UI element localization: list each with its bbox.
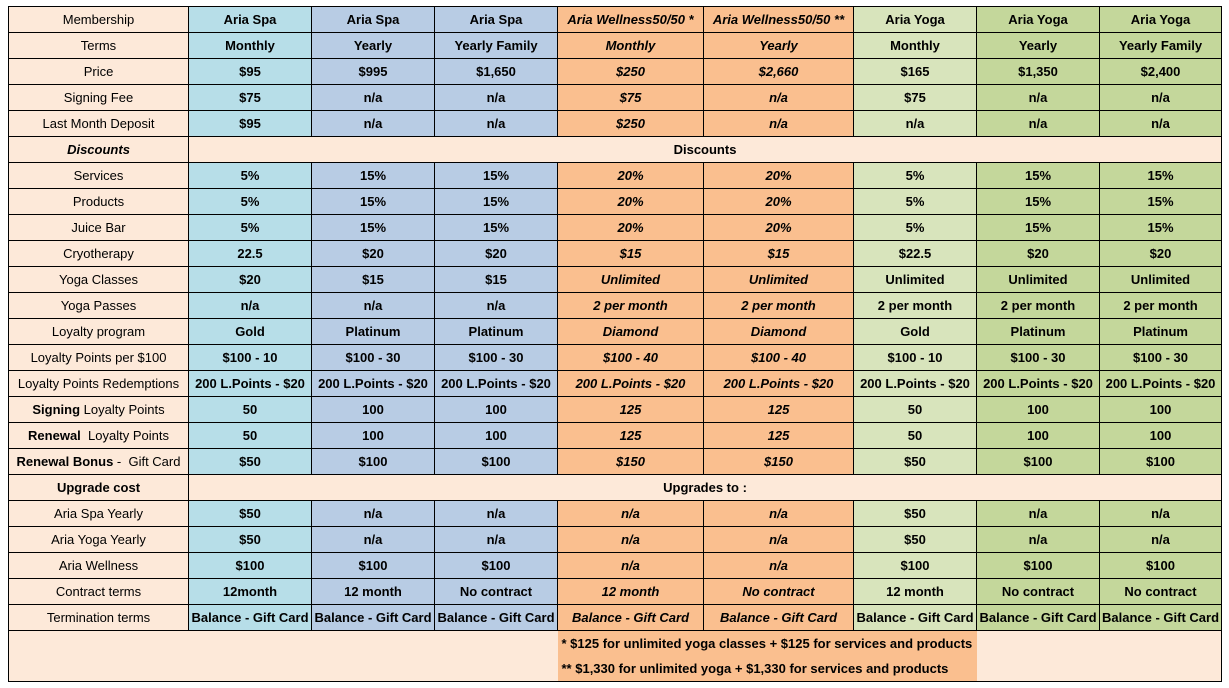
upgrade-yoga-yearly-cell: n/a: [704, 527, 854, 553]
signing-loyalty-points-cell: 50: [854, 397, 977, 423]
yoga-classes-cell: Unlimited: [704, 267, 854, 293]
signing-loyalty-points-row: [9, 397, 1222, 423]
discounts-row: [9, 137, 1222, 163]
renewal-bonus-cell: $100: [977, 449, 1100, 475]
termination-terms-cell: Balance - Gift Card: [558, 605, 704, 631]
footnote-spacer: [977, 656, 1222, 682]
signing-loyalty-points-cell: 100: [1100, 397, 1222, 423]
upgrade-yoga-yearly-cell: $50: [854, 527, 977, 553]
upgrade-spa-yearly-cell: $50: [854, 501, 977, 527]
loyalty-points-cell: $100 - 10: [854, 345, 977, 371]
upgrade-wellness-cell: $100: [189, 553, 312, 579]
signing-fee-cell: $75: [854, 85, 977, 111]
membership-cell: Aria Wellness50/50 **: [704, 7, 854, 33]
termination-terms-cell: Balance - Gift Card: [854, 605, 977, 631]
last-month-deposit-cell: n/a: [312, 111, 435, 137]
renewal-loyalty-points-cell: 50: [854, 423, 977, 449]
upgrade-spa-yearly-cell: n/a: [312, 501, 435, 527]
upgrade-wellness-cell: $100: [312, 553, 435, 579]
loyalty-redemptions-cell: 200 L.Points - $20: [435, 371, 558, 397]
upgrade-yoga-yearly-cell: n/a: [312, 527, 435, 553]
termination-terms-cell: Balance - Gift Card: [312, 605, 435, 631]
upgrades-row: [9, 475, 1222, 501]
loyalty-program-cell: Gold: [854, 319, 977, 345]
upgrade-spa-yearly-cell: n/a: [558, 501, 704, 527]
upgrade-spa-yearly-label: Aria Spa Yearly: [9, 501, 189, 527]
renewal-loyalty-points-cell: 100: [435, 423, 558, 449]
price-label: Price: [9, 59, 189, 85]
upgrade-wellness-cell: $100: [854, 553, 977, 579]
yoga-classes-cell: $20: [189, 267, 312, 293]
loyalty-program-cell: Gold: [189, 319, 312, 345]
price-cell: $95: [189, 59, 312, 85]
upgrade-wellness-cell: $100: [977, 553, 1100, 579]
membership-comparison-table: [8, 6, 1222, 682]
yoga-passes-cell: n/a: [189, 293, 312, 319]
termination-terms-cell: Balance - Gift Card: [435, 605, 558, 631]
contract-terms-cell: 12 month: [854, 579, 977, 605]
signing-loyalty-points-label: [9, 397, 189, 423]
yoga-passes-cell: 2 per month: [704, 293, 854, 319]
footnote-row-1: [9, 631, 1222, 657]
services-discount-cell: 20%: [704, 163, 854, 189]
renewal-loyalty-points-label: [9, 423, 189, 449]
upgrade-spa-yearly-row: [9, 501, 1222, 527]
signing-fee-cell: n/a: [312, 85, 435, 111]
upgrade-spa-yearly-cell: n/a: [977, 501, 1100, 527]
loyalty-program-cell: Platinum: [977, 319, 1100, 345]
footnote-spacer: [9, 631, 558, 657]
terms-cell: Yearly: [704, 33, 854, 59]
loyalty-points-cell: $100 - 40: [704, 345, 854, 371]
loyalty-program-cell: Diamond: [704, 319, 854, 345]
juice-bar-discount-cell: 20%: [704, 215, 854, 241]
loyalty-program-cell: Platinum: [435, 319, 558, 345]
termination-terms-cell: Balance - Gift Card: [977, 605, 1100, 631]
products-discount-cell: 20%: [558, 189, 704, 215]
cryotherapy-cell: $15: [558, 241, 704, 267]
signing-fee-cell: n/a: [1100, 85, 1222, 111]
membership-cell: Aria Spa: [435, 7, 558, 33]
price-cell: $1,350: [977, 59, 1100, 85]
signing-fee-label: Signing Fee: [9, 85, 189, 111]
membership-cell: Aria Yoga: [977, 7, 1100, 33]
loyalty-redemptions-cell: 200 L.Points - $20: [704, 371, 854, 397]
renewal-bonus-label: [9, 449, 189, 475]
products-discount-cell: 15%: [977, 189, 1100, 215]
services-discount-cell: 15%: [977, 163, 1100, 189]
loyalty-program-cell: Platinum: [1100, 319, 1222, 345]
terms-cell: Monthly: [854, 33, 977, 59]
products-discount-label: Products: [9, 189, 189, 215]
contract-terms-cell: No contract: [704, 579, 854, 605]
contract-terms-row: [9, 579, 1222, 605]
upgrade-wellness-cell: $100: [435, 553, 558, 579]
renewal-loyalty-points-cell: 100: [1100, 423, 1222, 449]
footnote-spacer: [977, 631, 1222, 657]
upgrade-yoga-yearly-cell: n/a: [435, 527, 558, 553]
last-month-deposit-cell: n/a: [854, 111, 977, 137]
renewal-loyalty-points-cell: 125: [558, 423, 704, 449]
signing-fee-cell: n/a: [435, 85, 558, 111]
yoga-classes-cell: $15: [435, 267, 558, 293]
upgrade-yoga-yearly-cell: $50: [189, 527, 312, 553]
termination-terms-row: [9, 605, 1222, 631]
upgrade-yoga-yearly-cell: n/a: [977, 527, 1100, 553]
last-month-deposit-row: [9, 111, 1222, 137]
cryotherapy-cell: $22.5: [854, 241, 977, 267]
signing-loyalty-points-cell: 125: [704, 397, 854, 423]
signing-loyalty-points-label-rest: Loyalty Points: [80, 402, 165, 417]
contract-terms-cell: No contract: [1100, 579, 1222, 605]
discounts-title: Discounts: [189, 137, 1222, 163]
terms-cell: Yearly Family: [435, 33, 558, 59]
terms-cell: Yearly Family: [1100, 33, 1222, 59]
renewal-loyalty-points-cell: 125: [704, 423, 854, 449]
loyalty-redemptions-label: Loyalty Points Redemptions: [9, 371, 189, 397]
membership-label: Membership: [9, 7, 189, 33]
loyalty-points-cell: $100 - 10: [189, 345, 312, 371]
price-cell: $995: [312, 59, 435, 85]
terms-row: [9, 33, 1222, 59]
price-cell: $2,400: [1100, 59, 1222, 85]
price-cell: $165: [854, 59, 977, 85]
yoga-classes-cell: Unlimited: [558, 267, 704, 293]
cryotherapy-cell: 22.5: [189, 241, 312, 267]
cryotherapy-label: Cryotherapy: [9, 241, 189, 267]
upgrade-spa-yearly-cell: $50: [189, 501, 312, 527]
upgrades-label: Upgrade cost: [9, 475, 189, 501]
yoga-passes-cell: n/a: [312, 293, 435, 319]
upgrade-wellness-cell: n/a: [704, 553, 854, 579]
signing-fee-cell: $75: [558, 85, 704, 111]
loyalty-points-row: [9, 345, 1222, 371]
loyalty-redemptions-cell: 200 L.Points - $20: [1100, 371, 1222, 397]
upgrades-title: Upgrades to :: [189, 475, 1222, 501]
upgrade-spa-yearly-cell: n/a: [704, 501, 854, 527]
services-discount-cell: 15%: [312, 163, 435, 189]
signing-fee-cell: n/a: [704, 85, 854, 111]
products-discount-row: [9, 189, 1222, 215]
loyalty-program-cell: Platinum: [312, 319, 435, 345]
loyalty-redemptions-cell: 200 L.Points - $20: [312, 371, 435, 397]
signing-loyalty-points-cell: 100: [312, 397, 435, 423]
upgrade-yoga-yearly-row: [9, 527, 1222, 553]
cryotherapy-row: [9, 241, 1222, 267]
membership-cell: Aria Spa: [312, 7, 435, 33]
termination-terms-cell: Balance - Gift Card: [1100, 605, 1222, 631]
membership-cell: Aria Yoga: [1100, 7, 1222, 33]
signing-loyalty-points-cell: 50: [189, 397, 312, 423]
yoga-classes-label: Yoga Classes: [9, 267, 189, 293]
signing-fee-cell: n/a: [977, 85, 1100, 111]
footnote-note2: ** $1,330 for unlimited yoga + $1,330 for services and products: [558, 656, 977, 682]
loyalty-redemptions-cell: 200 L.Points - $20: [558, 371, 704, 397]
yoga-passes-row: [9, 293, 1222, 319]
products-discount-cell: 20%: [704, 189, 854, 215]
yoga-classes-cell: Unlimited: [854, 267, 977, 293]
renewal-bonus-cell: $50: [189, 449, 312, 475]
services-discount-row: [9, 163, 1222, 189]
price-cell: $2,660: [704, 59, 854, 85]
signing-fee-row: [9, 85, 1222, 111]
contract-terms-cell: 12 month: [312, 579, 435, 605]
renewal-bonus-cell: $50: [854, 449, 977, 475]
last-month-deposit-cell: n/a: [435, 111, 558, 137]
renewal-bonus-label-rest: - Gift Card: [113, 454, 181, 469]
yoga-passes-cell: 2 per month: [1100, 293, 1222, 319]
juice-bar-discount-cell: 20%: [558, 215, 704, 241]
terms-cell: Monthly: [558, 33, 704, 59]
membership-cell: Aria Spa: [189, 7, 312, 33]
upgrade-wellness-row: [9, 553, 1222, 579]
loyalty-points-cell: $100 - 30: [977, 345, 1100, 371]
footnote-spacer: [9, 656, 558, 682]
yoga-passes-cell: 2 per month: [854, 293, 977, 319]
juice-bar-discount-cell: 15%: [977, 215, 1100, 241]
renewal-loyalty-points-cell: 50: [189, 423, 312, 449]
cryotherapy-cell: $20: [1100, 241, 1222, 267]
services-discount-cell: 5%: [189, 163, 312, 189]
yoga-classes-cell: Unlimited: [1100, 267, 1222, 293]
upgrade-spa-yearly-cell: n/a: [1100, 501, 1222, 527]
yoga-passes-cell: 2 per month: [558, 293, 704, 319]
signing-loyalty-points-label-emphasis: Signing: [32, 402, 81, 417]
upgrade-wellness-cell: n/a: [558, 553, 704, 579]
renewal-bonus-label-emphasis: Renewal Bonus: [16, 454, 114, 469]
signing-loyalty-points-cell: 125: [558, 397, 704, 423]
contract-terms-cell: No contract: [977, 579, 1100, 605]
juice-bar-discount-cell: 15%: [435, 215, 558, 241]
loyalty-redemptions-cell: 200 L.Points - $20: [189, 371, 312, 397]
loyalty-program-label: Loyalty program: [9, 319, 189, 345]
upgrade-yoga-yearly-label: Aria Yoga Yearly: [9, 527, 189, 553]
terms-cell: Monthly: [189, 33, 312, 59]
services-discount-cell: 5%: [854, 163, 977, 189]
last-month-deposit-label: Last Month Deposit: [9, 111, 189, 137]
price-cell: $1,650: [435, 59, 558, 85]
renewal-loyalty-points-label-rest: Loyalty Points: [80, 428, 169, 443]
loyalty-program-cell: Diamond: [558, 319, 704, 345]
renewal-bonus-cell: $100: [435, 449, 558, 475]
footnote-row-2: [9, 656, 1222, 682]
upgrade-wellness-label: Aria Wellness: [9, 553, 189, 579]
services-discount-cell: 15%: [435, 163, 558, 189]
membership-cell: Aria Yoga: [854, 7, 977, 33]
cryotherapy-cell: $20: [977, 241, 1100, 267]
renewal-loyalty-points-label-emphasis: Renewal: [28, 428, 81, 443]
loyalty-redemptions-row: [9, 371, 1222, 397]
termination-terms-label: Termination terms: [9, 605, 189, 631]
services-discount-cell: 15%: [1100, 163, 1222, 189]
yoga-classes-cell: $15: [312, 267, 435, 293]
yoga-passes-cell: 2 per month: [977, 293, 1100, 319]
contract-terms-cell: 12month: [189, 579, 312, 605]
services-discount-cell: 20%: [558, 163, 704, 189]
last-month-deposit-cell: n/a: [704, 111, 854, 137]
juice-bar-discount-cell: 15%: [312, 215, 435, 241]
upgrade-yoga-yearly-cell: n/a: [1100, 527, 1222, 553]
membership-row: [9, 7, 1222, 33]
termination-terms-cell: Balance - Gift Card: [704, 605, 854, 631]
renewal-bonus-row: [9, 449, 1222, 475]
last-month-deposit-cell: $250: [558, 111, 704, 137]
last-month-deposit-cell: n/a: [1100, 111, 1222, 137]
yoga-passes-label: Yoga Passes: [9, 293, 189, 319]
price-cell: $250: [558, 59, 704, 85]
signing-fee-cell: $75: [189, 85, 312, 111]
cryotherapy-cell: $20: [435, 241, 558, 267]
renewal-bonus-cell: $100: [312, 449, 435, 475]
price-row: [9, 59, 1222, 85]
footnote-note1: * $125 for unlimited yoga classes + $125 for services and products: [558, 631, 977, 657]
loyalty-points-cell: $100 - 40: [558, 345, 704, 371]
contract-terms-label: Contract terms: [9, 579, 189, 605]
signing-loyalty-points-cell: 100: [977, 397, 1100, 423]
juice-bar-discount-cell: 15%: [1100, 215, 1222, 241]
loyalty-program-row: [9, 319, 1222, 345]
yoga-passes-cell: n/a: [435, 293, 558, 319]
products-discount-cell: 15%: [312, 189, 435, 215]
juice-bar-discount-label: Juice Bar: [9, 215, 189, 241]
juice-bar-discount-cell: 5%: [854, 215, 977, 241]
juice-bar-discount-row: [9, 215, 1222, 241]
juice-bar-discount-cell: 5%: [189, 215, 312, 241]
yoga-classes-cell: Unlimited: [977, 267, 1100, 293]
loyalty-points-label: Loyalty Points per $100: [9, 345, 189, 371]
renewal-loyalty-points-cell: 100: [312, 423, 435, 449]
signing-loyalty-points-cell: 100: [435, 397, 558, 423]
services-discount-label: Services: [9, 163, 189, 189]
products-discount-cell: 15%: [1100, 189, 1222, 215]
loyalty-points-cell: $100 - 30: [312, 345, 435, 371]
products-discount-cell: 5%: [854, 189, 977, 215]
upgrade-wellness-cell: $100: [1100, 553, 1222, 579]
renewal-bonus-cell: $150: [558, 449, 704, 475]
yoga-classes-row: [9, 267, 1222, 293]
loyalty-redemptions-cell: 200 L.Points - $20: [854, 371, 977, 397]
membership-cell: Aria Wellness50/50 *: [558, 7, 704, 33]
cryotherapy-cell: $20: [312, 241, 435, 267]
discounts-label: Discounts: [9, 137, 189, 163]
renewal-bonus-cell: $100: [1100, 449, 1222, 475]
cryotherapy-cell: $15: [704, 241, 854, 267]
renewal-loyalty-points-cell: 100: [977, 423, 1100, 449]
last-month-deposit-cell: n/a: [977, 111, 1100, 137]
upgrade-yoga-yearly-cell: n/a: [558, 527, 704, 553]
last-month-deposit-cell: $95: [189, 111, 312, 137]
renewal-loyalty-points-row: [9, 423, 1222, 449]
contract-terms-cell: No contract: [435, 579, 558, 605]
loyalty-points-cell: $100 - 30: [435, 345, 558, 371]
contract-terms-cell: 12 month: [558, 579, 704, 605]
terms-cell: Yearly: [312, 33, 435, 59]
loyalty-points-cell: $100 - 30: [1100, 345, 1222, 371]
products-discount-cell: 15%: [435, 189, 558, 215]
termination-terms-cell: Balance - Gift Card: [189, 605, 312, 631]
terms-cell: Yearly: [977, 33, 1100, 59]
loyalty-redemptions-cell: 200 L.Points - $20: [977, 371, 1100, 397]
renewal-bonus-cell: $150: [704, 449, 854, 475]
products-discount-cell: 5%: [189, 189, 312, 215]
terms-label: Terms: [9, 33, 189, 59]
upgrade-spa-yearly-cell: n/a: [435, 501, 558, 527]
